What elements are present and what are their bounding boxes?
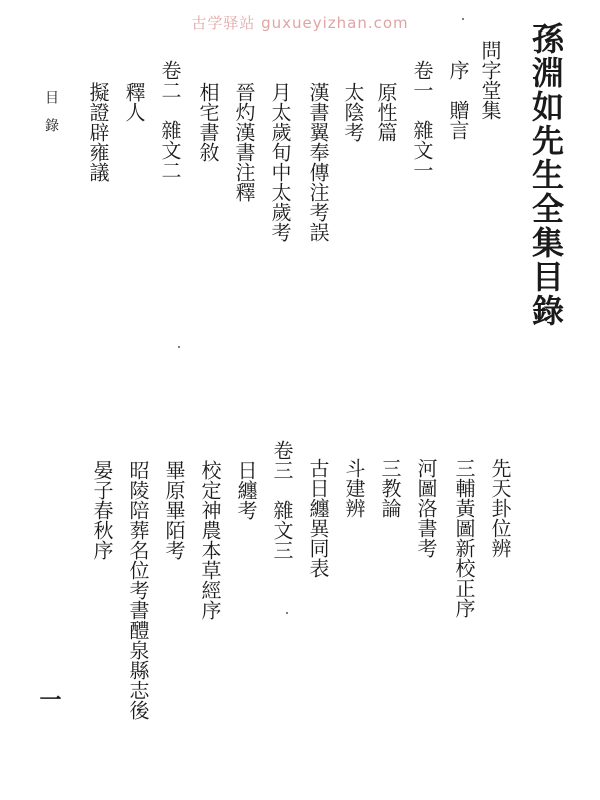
paper-speck xyxy=(178,346,180,348)
toc-upper-col-11: 釋人 xyxy=(122,82,146,122)
toc-lower-col-1: 先天卦位辨 xyxy=(488,458,512,558)
toc-lower-col-12: 晏子春秋序 xyxy=(90,460,114,560)
toc-lower-col-10: 畢原畢陌考 xyxy=(162,460,186,560)
toc-lower-col-7: 卷三 雜文三 xyxy=(270,440,294,560)
toc-upper-col-6: 漢書翼奉傳注考誤 xyxy=(306,82,330,242)
toc-upper-col-8: 晉灼漢書注釋 xyxy=(232,82,256,202)
toc-upper-col-12: 擬證辟雍議 xyxy=(86,82,110,182)
toc-upper-col-2: 序 贈言 xyxy=(446,60,470,140)
site-watermark: 古学驿站 guxueyizhan.com xyxy=(191,14,409,32)
toc-upper-col-7: 月太歲旬中太歲考 xyxy=(268,82,292,242)
page-title: 孫淵如先生全集目錄 xyxy=(527,22,565,328)
toc-lower-col-11: 昭陵陪葬名位考書醴泉縣志後 xyxy=(126,460,150,720)
paper-speck xyxy=(286,612,288,614)
toc-lower-col-3: 河圖洛書考 xyxy=(414,458,438,558)
toc-upper-col-4: 原性篇 xyxy=(374,82,398,142)
toc-upper-col-9: 相宅書敘 xyxy=(196,82,220,162)
paper-speck xyxy=(462,18,464,20)
toc-lower-col-4: 三教論 xyxy=(378,458,402,518)
toc-upper-col-1: 問字堂集 xyxy=(478,40,502,120)
toc-upper-col-5: 太陰考 xyxy=(341,82,365,142)
toc-lower-col-9: 校定神農本草經序 xyxy=(198,460,222,620)
toc-lower-col-8: 日纏考 xyxy=(234,460,258,520)
toc-upper-col-3: 卷一 雜文一 xyxy=(410,60,434,180)
toc-upper-col-10: 卷二 雜文二 xyxy=(158,60,182,180)
toc-lower-col-2: 三輔黃圖新校正序 xyxy=(452,458,476,618)
toc-lower-col-6: 古日纏異同表 xyxy=(306,458,330,578)
margin-label: 目 錄 xyxy=(43,90,59,132)
page-number: 一 xyxy=(36,688,62,710)
toc-lower-col-5: 斗建辨 xyxy=(342,458,366,518)
